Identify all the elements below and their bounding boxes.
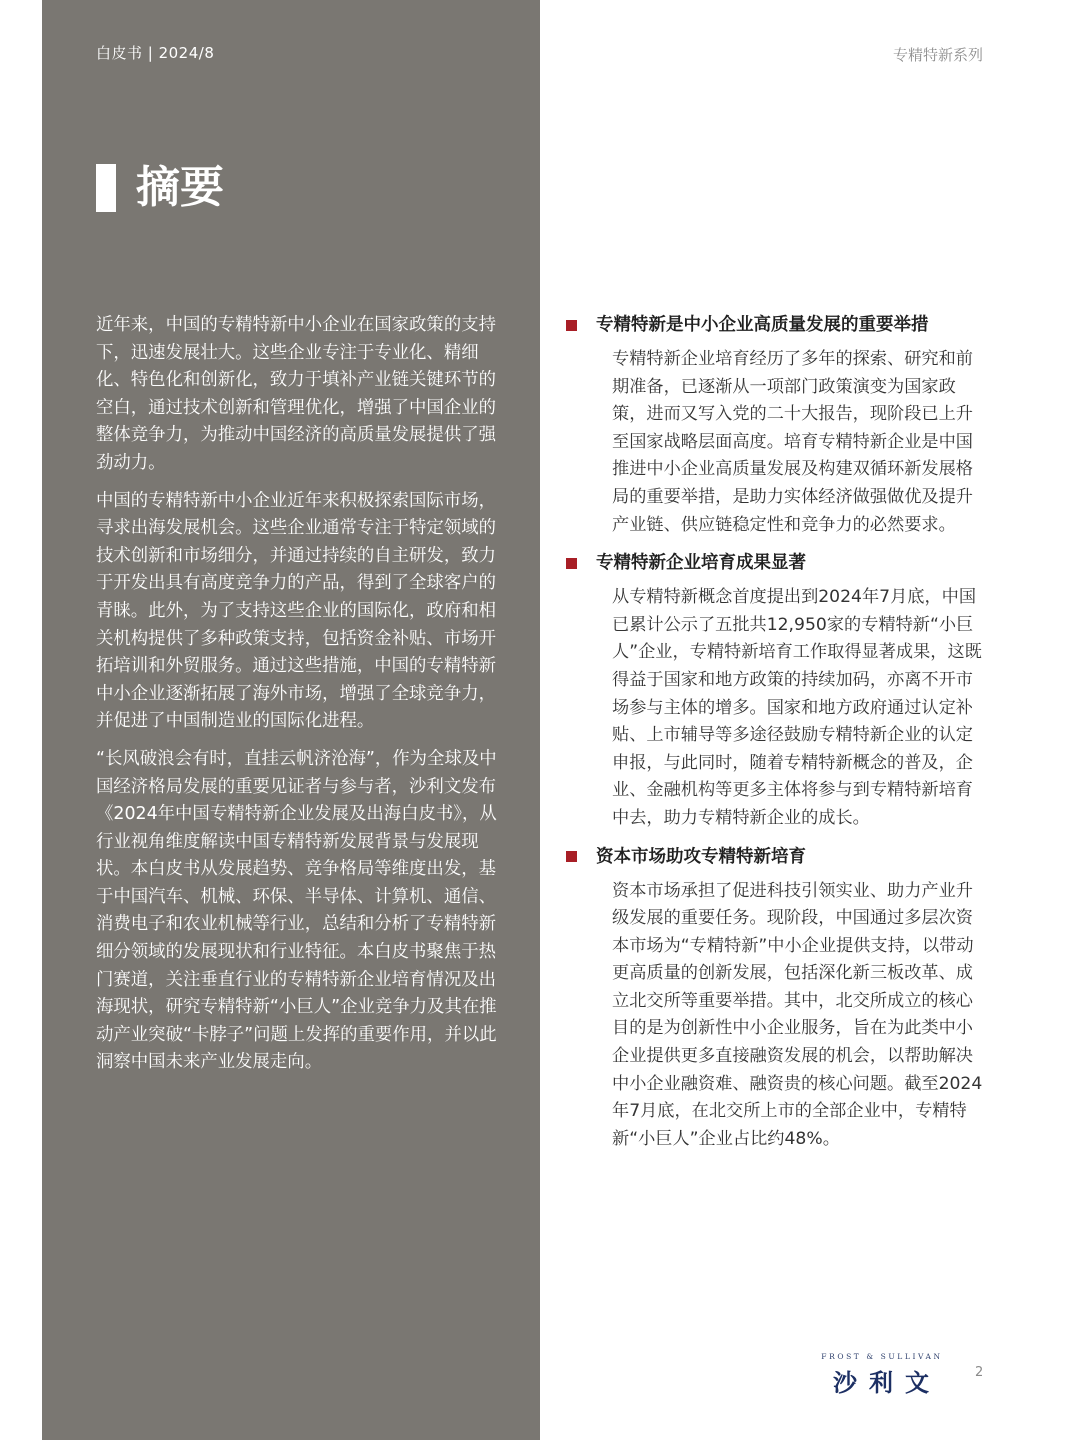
- section-heading: [566, 312, 986, 338]
- series-label: 专精特新系列: [892, 46, 983, 64]
- section-body: 资本市场承担了促进科技引领实业、助力产业升级发展的重要任务。现阶段，中国通过多层次资本市场为“专精特新”中小企业提供支持，以带动更高质量的创新发展，包括深化新三板改革、成立北交所等重要举措。其中，北交所成立的核心目的是为创新性中小企业服务，旨在为此类中小企业提供更多直接融资发展的机会，以帮助解决中小企业融资难、融资贵的核心问题。截至2024年7月底，在北交所上市的全部企业中，专精特新“小巨人”企业占比约48%。: [612, 880, 983, 1149]
- square-bullet-icon: [566, 851, 577, 862]
- section-heading-text: 专精特新是中小企业高质量发展的重要举措: [596, 315, 929, 335]
- page-title: 摘要: [136, 162, 224, 213]
- document-label: 白皮书 | 2024/8: [96, 44, 215, 62]
- summary-paragraph: 中国的专精特新中小企业近年来积极探索国际市场，寻求出海发展机会。这些企业通常专注于特定领域的技术创新和市场细分，并通过持续的自主研发，致力于开发出具有高度竞争力的产品，得到了全球客户的青睐。此外，为了支持这些企业的国际化，政府和相关机构提供了多种政策支持，包括资金补贴、市场开拓培训和外贸服务。通过这些措施，中国的专精特新中小企业逐渐拓展了海外市场，增强了全球竞争力，并促进了中国制造业的国际化进程。: [96, 490, 496, 732]
- title-bar-icon: [96, 164, 116, 212]
- section-body: 从专精特新概念首度提出到2024年7月底，中国已累计公示了五批共12,950家的专精特新“小巨人”企业，专精特新培育工作取得显著成果，这既得益于国家和地方政策的持续加码，亦离不开市场参与主体的增多。国家和地方政府通过认定补贴、上市辅导等多途径鼓励专精特新企业的认定申报，与此同时，随着专精特新概念的普及，企业、金融机构等更多主体将参与到专精特新培育中去，助力专精特新企业的成长。: [612, 587, 982, 828]
- section-heading-text: 专精特新企业培育成果显著: [596, 553, 806, 574]
- logo-chinese-text: 沙利文: [833, 1369, 941, 1397]
- section-heading: [566, 550, 986, 576]
- page-number: 2: [975, 1365, 984, 1380]
- section-heading-text: 资本市场助攻专精特新培育: [596, 846, 806, 867]
- section-heading: [566, 844, 986, 870]
- frost-sullivan-logo: [812, 1352, 952, 1398]
- square-bullet-icon: [566, 320, 577, 331]
- square-bullet-icon: [566, 558, 577, 569]
- logo-english-text: FROST & SULLIVAN: [821, 1352, 943, 1361]
- summary-title-block: [96, 162, 224, 214]
- summary-paragraph: “长风破浪会有时，直挂云帆济沧海”，作为全球及中国经济格局发展的重要见证者与参与者，沙利文发布《2024年中国专精特新企业发展及出海白皮书》，从行业视角维度解读中国专精特新发展背景与发展现状。本白皮书从发展趋势、竞争格局等维度出发，基于中国汽车、机械、环保、半导体、计算机、通信、消费电子和农业机械等行业，总结和分析了专精特新细分领域的发展现状和行业特征。本白皮书聚焦于热门赛道，关注垂直行业的专精特新企业培育情况及出海现状，研究专精特新“小巨人”企业竞争力及其在推动产业突破“卡脖子”问题上发挥的重要作用，并以此洞察中国未来产业发展走向。: [96, 748, 497, 1073]
- summary-text: [96, 312, 508, 1087]
- section-body: 专精特新企业培育经历了多年的探索、研究和前期准备，已逐渐从一项部门政策演变为国家政策，进而又写入党的二十大报告，现阶段已上升至国家战略层面高度。培育专精特新企业是中国推进中小企业高质量发展及构建双循环新发展格局的重要举措，是助力实体经济做强做优及提升产业链、供应链稳定性和竞争力的必然要求。: [612, 349, 973, 535]
- key-points: [566, 312, 986, 1164]
- summary-paragraph: 近年来，中国的专精特新中小企业在国家政策的支持下，迅速发展壮大。这些企业专注于专业化、精细化、特色化和创新化，致力于填补产业链关键环节的空白，通过技术创新和管理优化，增强了中国企业的整体竞争力，为推动中国经济的高质量发展提供了强劲动力。: [96, 315, 496, 473]
